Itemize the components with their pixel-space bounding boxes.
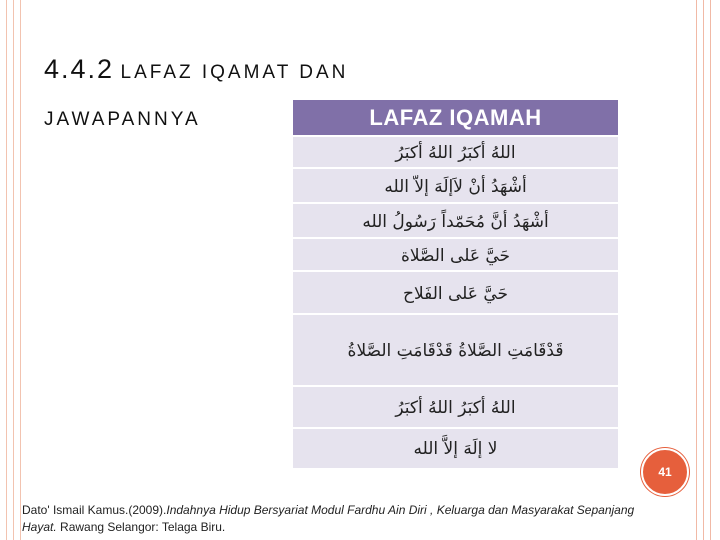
table-row: حَيَّ عَلى الصَّلاة xyxy=(293,237,618,272)
table-row: اللهُ أكبَرُ اللهُ أكبَرُ xyxy=(293,385,618,429)
table-row: أشْهَدُ أنَّ مُحَمّداً رَسُولُ الله xyxy=(293,202,618,239)
table-row: اللهُ أكبَرُ اللهُ أكبَرُ xyxy=(293,135,618,169)
left-border-line xyxy=(20,0,21,540)
right-border-line xyxy=(703,0,704,540)
table-row: قَدْقَامَتِ الصَّلاةُ قَدْقَامَتِ الصَّلاةُ xyxy=(293,313,618,387)
right-border-line xyxy=(710,0,711,540)
right-border xyxy=(696,0,720,540)
title-line1: LAFAZ IQAMAT DAN xyxy=(120,62,349,83)
left-border-line xyxy=(6,0,7,540)
reference-title: Indahnya Hidup Bersyariat Modul Fardhu Ain Diri , Keluarga dan Masyarakat Sepanjang Hayat. xyxy=(22,503,635,534)
table-row: لا إلَهَ إلاَّ الله xyxy=(293,427,618,468)
title-line2: JAWAPANNYA xyxy=(44,109,201,130)
table-row: أشْهَدُ أنْ لاَإلَهَ إلاّ الله xyxy=(293,167,618,204)
reference-citation xyxy=(22,502,662,536)
iqamah-table xyxy=(293,100,618,466)
page-number-badge: 41 xyxy=(641,448,689,496)
table-header: LAFAZ IQAMAH xyxy=(293,100,618,135)
reference-publisher: Rawang Selangor: Telaga Biru. xyxy=(56,520,226,534)
table-row: حَيَّ عَلى الفَلاح xyxy=(293,270,618,315)
left-border-line xyxy=(13,0,14,540)
reference-author: Dato' Ismail Kamus.(2009). xyxy=(22,503,167,517)
right-border-line xyxy=(696,0,697,540)
title-number: 4.4.2 xyxy=(44,54,115,84)
